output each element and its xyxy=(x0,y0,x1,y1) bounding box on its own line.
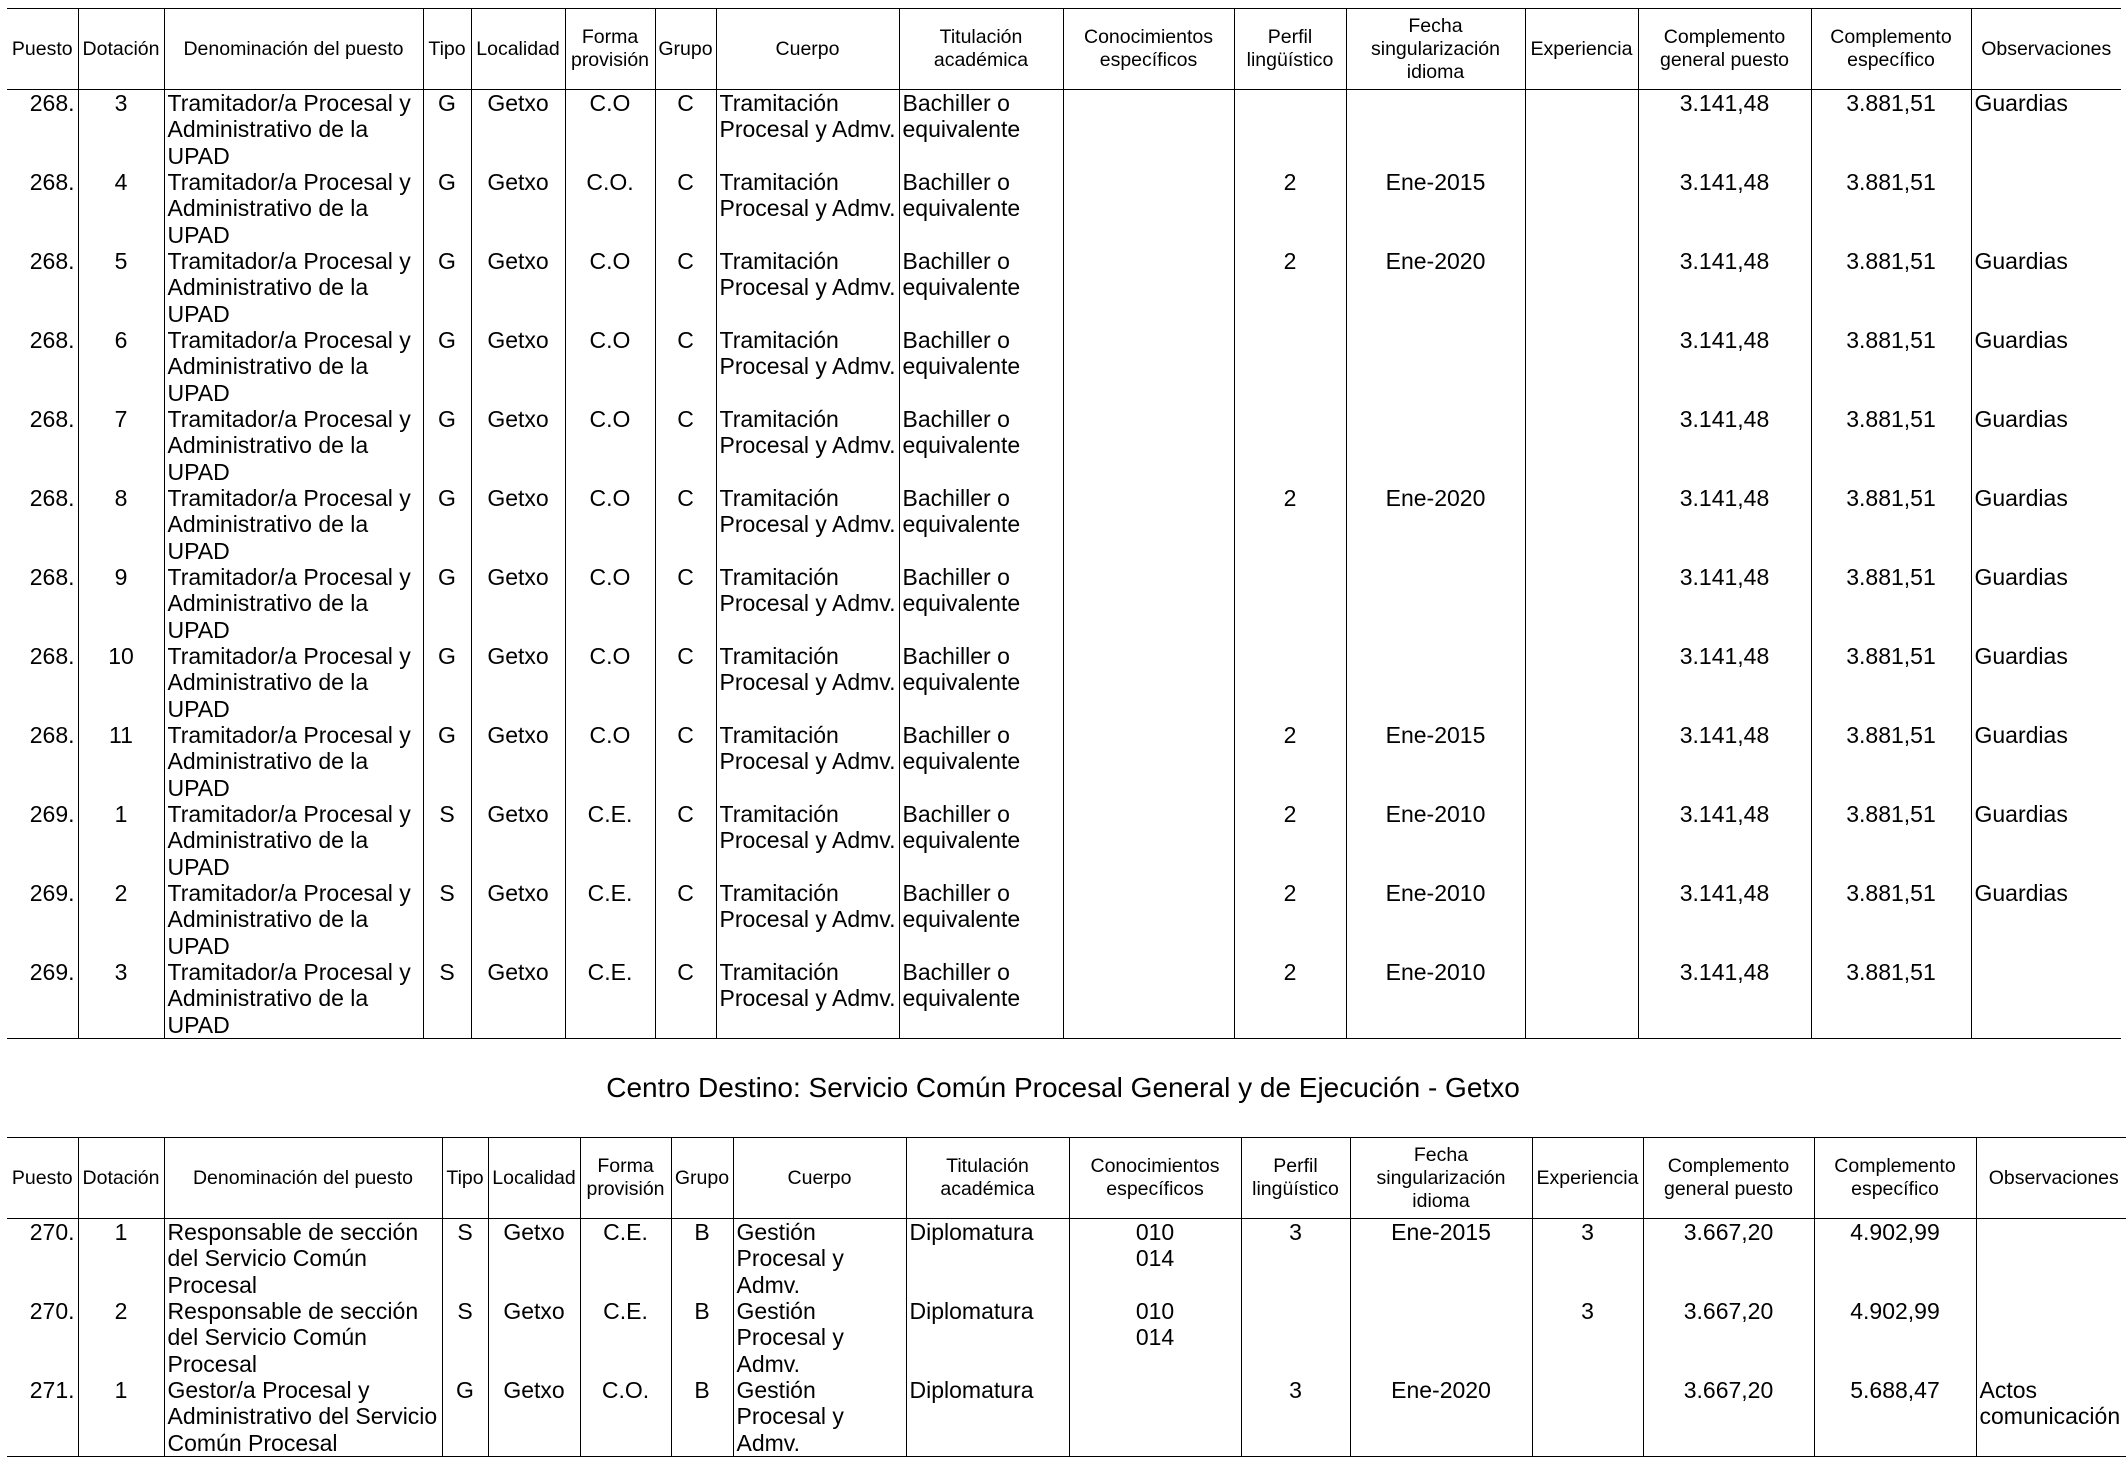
cell-comp-especifico: 4.902,99 xyxy=(1814,1298,1976,1377)
cell-observaciones: Guardias xyxy=(1971,643,2121,722)
cell-dotacion: 11 xyxy=(78,722,164,801)
cell-forma-provision: C.E. xyxy=(565,880,655,959)
col-header-conocimientos: Conocimientos específicos xyxy=(1069,1138,1241,1219)
cell-comp-general: 3.667,20 xyxy=(1643,1219,1814,1299)
col-header-forma-provision: Forma provisión xyxy=(580,1138,671,1219)
cell-titulacion: Bachiller o equivalente xyxy=(899,564,1063,643)
cell-dotacion: 3 xyxy=(78,90,164,170)
cell-localidad: Getxo xyxy=(471,643,565,722)
cell-comp-especifico: 3.881,51 xyxy=(1811,485,1971,564)
cell-tipo: G xyxy=(423,485,471,564)
cell-puesto: 269. xyxy=(29,801,75,827)
col-header-cuerpo: Cuerpo xyxy=(716,9,899,90)
cell-forma-provision: C.O xyxy=(565,485,655,564)
col-header-comp-general: Complemento general puesto xyxy=(1643,1138,1814,1219)
cell-comp-general: 3.141,48 xyxy=(1638,643,1811,722)
cell-denominacion: Tramitador/a Procesal y Administrativo de la UPAD xyxy=(164,959,423,1039)
cell-localidad: Getxo xyxy=(488,1298,580,1377)
cell-experiencia xyxy=(1525,880,1638,959)
cell-comp-general: 3.141,48 xyxy=(1638,880,1811,959)
cell-dotacion: 1 xyxy=(78,1219,164,1299)
col-header-denominacion: Denominación del puesto xyxy=(164,1138,442,1219)
cell-perfil: 2 xyxy=(1234,169,1346,248)
cell-forma-provision: C.O xyxy=(565,564,655,643)
cell-observaciones: Actos comunicación xyxy=(1976,1377,2126,1457)
cell-experiencia xyxy=(1525,169,1638,248)
cell-cuerpo: Gestión Procesal y Admv. xyxy=(733,1377,906,1457)
cell-cuerpo: Tramitación Procesal y Admv. xyxy=(716,959,899,1039)
cell-localidad: Getxo xyxy=(488,1219,580,1299)
cell-titulacion: Bachiller o equivalente xyxy=(899,248,1063,327)
cell-observaciones xyxy=(1971,959,2121,1039)
cell-comp-especifico: 3.881,51 xyxy=(1811,564,1971,643)
col-header-observaciones: Observaciones xyxy=(1976,1138,2126,1219)
positions-table-servicio-comun xyxy=(7,1137,2126,1457)
cell-titulacion: Diplomatura xyxy=(906,1298,1069,1377)
cell-puesto: 268. xyxy=(29,90,75,116)
cell-fecha xyxy=(1346,406,1525,485)
cell-conocimientos xyxy=(1063,248,1234,327)
cell-experiencia xyxy=(1525,643,1638,722)
cell-titulacion: Bachiller o equivalente xyxy=(899,406,1063,485)
col-header-comp-especifico: Complemento específico xyxy=(1811,9,1971,90)
cell-comp-especifico: 5.688,47 xyxy=(1814,1377,1976,1457)
col-header-fecha: Fecha singularización idioma xyxy=(1346,9,1525,90)
cell-denominacion: Responsable de sección del Servicio Común Procesal xyxy=(164,1219,442,1299)
col-header-localidad: Localidad xyxy=(471,9,565,90)
cell-forma-provision: C.O xyxy=(565,406,655,485)
cell-cuerpo: Tramitación Procesal y Admv. xyxy=(716,722,899,801)
cell-titulacion: Bachiller o equivalente xyxy=(899,485,1063,564)
cell-fecha xyxy=(1346,564,1525,643)
cell-tipo: S xyxy=(423,959,471,1039)
cell-observaciones xyxy=(1976,1298,2126,1377)
cell-conocimientos xyxy=(1069,1298,1241,1377)
cell-puesto: 270. xyxy=(29,1298,75,1324)
cell-denominacion: Responsable de sección del Servicio Común Procesal xyxy=(164,1298,442,1377)
cell-conocimientos xyxy=(1063,801,1234,880)
cell-cuerpo: Tramitación Procesal y Admv. xyxy=(716,643,899,722)
cell-denominacion: Tramitador/a Procesal y Administrativo de la UPAD xyxy=(164,90,423,170)
cell-comp-general: 3.667,20 xyxy=(1643,1298,1814,1377)
col-header-experiencia: Experiencia xyxy=(1525,9,1638,90)
cell-perfil xyxy=(1234,406,1346,485)
cell-observaciones: Guardias xyxy=(1971,327,2121,406)
cell-comp-especifico: 3.881,51 xyxy=(1811,169,1971,248)
cell-cuerpo: Tramitación Procesal y Admv. xyxy=(716,248,899,327)
cell-observaciones xyxy=(1976,1219,2126,1299)
cell-comp-general: 3.141,48 xyxy=(1638,722,1811,801)
col-header-dotacion: Dotación xyxy=(78,9,164,90)
cell-comp-general: 3.141,48 xyxy=(1638,959,1811,1039)
cell-forma-provision: C.O xyxy=(565,643,655,722)
cell-experiencia xyxy=(1525,248,1638,327)
cell-observaciones: Guardias xyxy=(1971,722,2121,801)
cell-conocimientos xyxy=(1063,406,1234,485)
section-title: Centro Destino: Servicio Común Procesal General y de Ejecución - Getxo xyxy=(606,1072,1520,1103)
table-row xyxy=(7,327,2121,406)
cell-localidad: Getxo xyxy=(471,90,565,170)
cell-observaciones: Guardias xyxy=(1971,485,2121,564)
cell-titulacion: Bachiller o equivalente xyxy=(899,90,1063,170)
table-row xyxy=(7,722,2121,801)
table-row xyxy=(7,1219,2126,1299)
cell-grupo: C xyxy=(655,248,716,327)
cell-puesto: 268. xyxy=(29,643,75,669)
cell-perfil: 2 xyxy=(1234,485,1346,564)
cell-comp-general: 3.141,48 xyxy=(1638,801,1811,880)
cell-fecha: Ene-2020 xyxy=(1346,248,1525,327)
cell-grupo: C xyxy=(655,406,716,485)
knowledge-code: 014 xyxy=(1135,1324,1175,1351)
cell-conocimientos xyxy=(1063,90,1234,170)
cell-denominacion: Tramitador/a Procesal y Administrativo de la UPAD xyxy=(164,801,423,880)
cell-comp-especifico: 3.881,51 xyxy=(1811,406,1971,485)
cell-denominacion: Tramitador/a Procesal y Administrativo de la UPAD xyxy=(164,169,423,248)
col-header-cuerpo: Cuerpo xyxy=(733,1138,906,1219)
cell-comp-especifico: 3.881,51 xyxy=(1811,327,1971,406)
cell-conocimientos xyxy=(1063,959,1234,1039)
cell-localidad: Getxo xyxy=(471,485,565,564)
cell-denominacion: Tramitador/a Procesal y Administrativo de la UPAD xyxy=(164,485,423,564)
cell-cuerpo: Gestión Procesal y Admv. xyxy=(733,1219,906,1299)
cell-observaciones: Guardias xyxy=(1971,248,2121,327)
cell-comp-especifico: 3.881,51 xyxy=(1811,90,1971,170)
cell-perfil xyxy=(1241,1298,1350,1377)
cell-tipo: S xyxy=(442,1298,488,1377)
cell-observaciones: Guardias xyxy=(1971,90,2121,170)
cell-fecha: Ene-2015 xyxy=(1346,169,1525,248)
col-header-grupo: Grupo xyxy=(655,9,716,90)
cell-comp-general: 3.141,48 xyxy=(1638,485,1811,564)
cell-experiencia xyxy=(1525,722,1638,801)
cell-comp-especifico: 3.881,51 xyxy=(1811,959,1971,1039)
cell-perfil xyxy=(1234,564,1346,643)
cell-forma-provision: C.E. xyxy=(565,959,655,1039)
cell-tipo: G xyxy=(423,722,471,801)
cell-cuerpo: Tramitación Procesal y Admv. xyxy=(716,169,899,248)
table-header-row xyxy=(7,9,2121,90)
table-row xyxy=(7,406,2121,485)
cell-localidad: Getxo xyxy=(471,880,565,959)
cell-grupo: C xyxy=(655,643,716,722)
table-row xyxy=(7,1298,2126,1377)
cell-observaciones: Guardias xyxy=(1971,564,2121,643)
cell-tipo: S xyxy=(423,801,471,880)
cell-titulacion: Bachiller o equivalente xyxy=(899,643,1063,722)
cell-fecha xyxy=(1346,643,1525,722)
cell-puesto: 268. xyxy=(29,406,75,432)
cell-titulacion: Bachiller o equivalente xyxy=(899,801,1063,880)
cell-conocimientos xyxy=(1063,722,1234,801)
table-row xyxy=(7,564,2121,643)
cell-cuerpo: Tramitación Procesal y Admv. xyxy=(716,90,899,170)
col-header-forma-provision: Forma provisión xyxy=(565,9,655,90)
cell-perfil: 2 xyxy=(1234,801,1346,880)
cell-denominacion: Tramitador/a Procesal y Administrativo de la UPAD xyxy=(164,643,423,722)
cell-comp-especifico: 3.881,51 xyxy=(1811,722,1971,801)
cell-forma-provision: C.E. xyxy=(580,1298,671,1377)
cell-experiencia: 3 xyxy=(1532,1219,1643,1299)
col-header-perfil: Perfil lingüístico xyxy=(1241,1138,1350,1219)
cell-grupo: C xyxy=(655,90,716,170)
table-row xyxy=(7,485,2121,564)
col-header-tipo: Tipo xyxy=(423,9,471,90)
cell-comp-especifico: 3.881,51 xyxy=(1811,880,1971,959)
cell-localidad: Getxo xyxy=(471,801,565,880)
cell-forma-provision: C.O xyxy=(565,248,655,327)
cell-comp-especifico: 3.881,51 xyxy=(1811,248,1971,327)
cell-fecha xyxy=(1350,1298,1532,1377)
cell-observaciones: Guardias xyxy=(1971,880,2121,959)
cell-forma-provision: C.E. xyxy=(580,1219,671,1299)
cell-puesto: 271. xyxy=(7,1377,78,1457)
table-header-row xyxy=(7,1138,2126,1219)
col-header-titulacion: Titulación académica xyxy=(906,1138,1069,1219)
cell-conocimientos xyxy=(1063,485,1234,564)
cell-perfil: 2 xyxy=(1234,722,1346,801)
cell-fecha xyxy=(1346,90,1525,170)
col-header-fecha: Fecha singularización idioma xyxy=(1350,1138,1532,1219)
cell-grupo: B xyxy=(671,1298,733,1377)
col-header-tipo: Tipo xyxy=(442,1138,488,1219)
cell-comp-general: 3.141,48 xyxy=(1638,90,1811,170)
cell-tipo: S xyxy=(423,880,471,959)
cell-tipo: G xyxy=(423,327,471,406)
cell-fecha: Ene-2020 xyxy=(1346,485,1525,564)
cell-perfil: 2 xyxy=(1234,959,1346,1039)
cell-puesto: 270. xyxy=(29,1219,75,1245)
knowledge-code: 010 xyxy=(1135,1298,1175,1324)
cell-dotacion: 3 xyxy=(78,959,164,1039)
cell-observaciones: Guardias xyxy=(1971,801,2121,880)
cell-forma-provision: C.E. xyxy=(565,801,655,880)
cell-titulacion: Bachiller o equivalente xyxy=(899,880,1063,959)
cell-fecha: Ene-2020 xyxy=(1350,1377,1532,1457)
cell-denominacion: Gestor/a Procesal y Administrativo del Servicio Común Procesal xyxy=(164,1377,442,1457)
cell-conocimientos xyxy=(1063,169,1234,248)
col-header-puesto: Puesto xyxy=(7,1138,78,1219)
cell-cuerpo: Tramitación Procesal y Admv. xyxy=(716,485,899,564)
cell-conocimientos xyxy=(1063,643,1234,722)
cell-dotacion: 9 xyxy=(78,564,164,643)
cell-cuerpo: Tramitación Procesal y Admv. xyxy=(716,564,899,643)
cell-experiencia xyxy=(1525,406,1638,485)
cell-forma-provision: C.O xyxy=(565,327,655,406)
positions-table-upad xyxy=(7,8,2121,1039)
cell-conocimientos xyxy=(1063,880,1234,959)
cell-localidad: Getxo xyxy=(471,406,565,485)
cell-observaciones xyxy=(1971,169,2121,248)
table-row xyxy=(7,248,2121,327)
cell-grupo: C xyxy=(655,169,716,248)
cell-dotacion: 2 xyxy=(78,880,164,959)
cell-conocimientos xyxy=(1069,1219,1241,1299)
cell-grupo: C xyxy=(655,327,716,406)
cell-experiencia xyxy=(1525,485,1638,564)
cell-experiencia xyxy=(1525,327,1638,406)
cell-grupo: C xyxy=(655,959,716,1039)
cell-experiencia xyxy=(1525,959,1638,1039)
cell-comp-especifico: 4.902,99 xyxy=(1814,1219,1976,1299)
cell-puesto: 268. xyxy=(29,485,75,511)
cell-grupo: C xyxy=(655,801,716,880)
cell-tipo: G xyxy=(423,90,471,170)
cell-titulacion: Bachiller o equivalente xyxy=(899,959,1063,1039)
cell-grupo: C xyxy=(655,485,716,564)
cell-fecha: Ene-2010 xyxy=(1346,801,1525,880)
col-header-titulacion: Titulación académica xyxy=(899,9,1063,90)
cell-dotacion: 6 xyxy=(78,327,164,406)
cell-perfil: 3 xyxy=(1241,1377,1350,1457)
cell-experiencia xyxy=(1525,564,1638,643)
cell-cuerpo: Gestión Procesal y Admv. xyxy=(733,1298,906,1377)
cell-denominacion: Tramitador/a Procesal y Administrativo de la UPAD xyxy=(164,406,423,485)
col-header-grupo: Grupo xyxy=(671,1138,733,1219)
cell-puesto: 269. xyxy=(7,959,78,1039)
cell-titulacion: Diplomatura xyxy=(906,1219,1069,1299)
col-header-comp-especifico: Complemento específico xyxy=(1814,1138,1976,1219)
cell-conocimientos xyxy=(1063,564,1234,643)
cell-dotacion: 7 xyxy=(78,406,164,485)
table-row xyxy=(7,880,2121,959)
cell-fecha: Ene-2010 xyxy=(1346,880,1525,959)
cell-dotacion: 5 xyxy=(78,248,164,327)
cell-perfil xyxy=(1234,327,1346,406)
cell-tipo: G xyxy=(442,1377,488,1457)
cell-puesto: 268. xyxy=(29,564,75,590)
cell-localidad: Getxo xyxy=(471,959,565,1039)
cell-perfil xyxy=(1234,643,1346,722)
col-header-denominacion: Denominación del puesto xyxy=(164,9,423,90)
cell-experiencia xyxy=(1525,801,1638,880)
cell-tipo: S xyxy=(442,1219,488,1299)
col-header-dotacion: Dotación xyxy=(78,1138,164,1219)
cell-localidad: Getxo xyxy=(471,564,565,643)
cell-grupo: C xyxy=(655,564,716,643)
cell-tipo: G xyxy=(423,564,471,643)
cell-localidad: Getxo xyxy=(471,722,565,801)
cell-titulacion: Bachiller o equivalente xyxy=(899,722,1063,801)
cell-dotacion: 8 xyxy=(78,485,164,564)
cell-comp-general: 3.141,48 xyxy=(1638,248,1811,327)
cell-conocimientos xyxy=(1063,327,1234,406)
cell-cuerpo: Tramitación Procesal y Admv. xyxy=(716,327,899,406)
cell-dotacion: 4 xyxy=(78,169,164,248)
knowledge-code: 010 xyxy=(1135,1219,1175,1245)
cell-observaciones: Guardias xyxy=(1971,406,2121,485)
cell-comp-general: 3.141,48 xyxy=(1638,327,1811,406)
col-header-puesto: Puesto xyxy=(7,9,78,90)
cell-puesto: 268. xyxy=(29,169,75,195)
cell-grupo: B xyxy=(671,1377,733,1457)
cell-comp-general: 3.141,48 xyxy=(1638,564,1811,643)
cell-cuerpo: Tramitación Procesal y Admv. xyxy=(716,406,899,485)
cell-perfil: 2 xyxy=(1234,248,1346,327)
cell-localidad: Getxo xyxy=(488,1377,580,1457)
cell-denominacion: Tramitador/a Procesal y Administrativo de la UPAD xyxy=(164,564,423,643)
table-row xyxy=(7,90,2121,170)
cell-comp-especifico: 3.881,51 xyxy=(1811,643,1971,722)
col-header-experiencia: Experiencia xyxy=(1532,1138,1643,1219)
cell-forma-provision: C.O. xyxy=(565,169,655,248)
cell-fecha: Ene-2010 xyxy=(1346,959,1525,1039)
cell-comp-general: 3.141,48 xyxy=(1638,406,1811,485)
col-header-observaciones: Observaciones xyxy=(1971,9,2121,90)
knowledge-code: 014 xyxy=(1135,1245,1175,1272)
cell-forma-provision: C.O xyxy=(565,722,655,801)
cell-comp-especifico: 3.881,51 xyxy=(1811,801,1971,880)
cell-experiencia xyxy=(1532,1377,1643,1457)
table-row xyxy=(7,1377,2126,1457)
col-header-perfil: Perfil lingüístico xyxy=(1234,9,1346,90)
col-header-comp-general: Complemento general puesto xyxy=(1638,9,1811,90)
cell-forma-provision: C.O. xyxy=(580,1377,671,1457)
cell-perfil: 3 xyxy=(1241,1219,1350,1299)
cell-fecha: Ene-2015 xyxy=(1350,1219,1532,1299)
cell-forma-provision: C.O xyxy=(565,90,655,170)
table-row xyxy=(7,169,2121,248)
cell-fecha: Ene-2015 xyxy=(1346,722,1525,801)
cell-puesto: 268. xyxy=(29,248,75,274)
cell-localidad: Getxo xyxy=(471,327,565,406)
cell-titulacion: Bachiller o equivalente xyxy=(899,169,1063,248)
cell-titulacion: Bachiller o equivalente xyxy=(899,327,1063,406)
cell-tipo: G xyxy=(423,248,471,327)
cell-denominacion: Tramitador/a Procesal y Administrativo de la UPAD xyxy=(164,880,423,959)
col-header-conocimientos: Conocimientos específicos xyxy=(1063,9,1234,90)
cell-dotacion: 1 xyxy=(78,801,164,880)
cell-dotacion: 2 xyxy=(78,1298,164,1377)
cell-puesto: 268. xyxy=(29,327,75,353)
cell-dotacion: 1 xyxy=(78,1377,164,1457)
cell-experiencia: 3 xyxy=(1532,1298,1643,1377)
col-header-localidad: Localidad xyxy=(488,1138,580,1219)
cell-perfil xyxy=(1234,90,1346,170)
cell-denominacion: Tramitador/a Procesal y Administrativo de la UPAD xyxy=(164,248,423,327)
cell-localidad: Getxo xyxy=(471,248,565,327)
cell-dotacion: 10 xyxy=(78,643,164,722)
cell-puesto: 269. xyxy=(29,880,75,906)
cell-tipo: G xyxy=(423,406,471,485)
cell-cuerpo: Tramitación Procesal y Admv. xyxy=(716,801,899,880)
cell-perfil: 2 xyxy=(1234,880,1346,959)
cell-denominacion: Tramitador/a Procesal y Administrativo de la UPAD xyxy=(164,327,423,406)
cell-cuerpo: Tramitación Procesal y Admv. xyxy=(716,880,899,959)
table-row xyxy=(7,643,2121,722)
cell-grupo: B xyxy=(671,1219,733,1299)
table-row xyxy=(7,959,2121,1039)
table-row xyxy=(7,801,2121,880)
cell-grupo: C xyxy=(655,722,716,801)
cell-puesto: 268. xyxy=(29,722,75,748)
cell-comp-general: 3.141,48 xyxy=(1638,169,1811,248)
cell-denominacion: Tramitador/a Procesal y Administrativo de la UPAD xyxy=(164,722,423,801)
cell-experiencia xyxy=(1525,90,1638,170)
cell-titulacion: Diplomatura xyxy=(906,1377,1069,1457)
cell-tipo: G xyxy=(423,169,471,248)
cell-fecha xyxy=(1346,327,1525,406)
cell-conocimientos xyxy=(1069,1377,1241,1457)
cell-grupo: C xyxy=(655,880,716,959)
cell-tipo: G xyxy=(423,643,471,722)
cell-comp-general: 3.667,20 xyxy=(1643,1377,1814,1457)
cell-localidad: Getxo xyxy=(471,169,565,248)
